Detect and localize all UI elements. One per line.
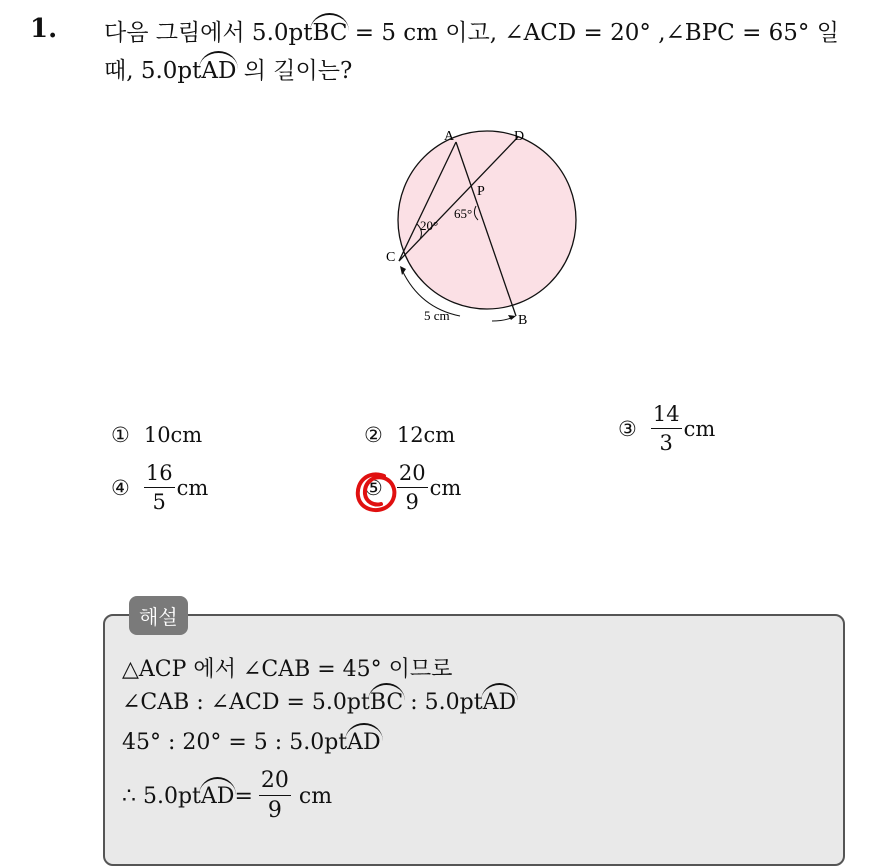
question-text: 의 길이는? [236, 58, 353, 84]
choice-number: ③ [618, 417, 637, 441]
question-line-2 [104, 52, 352, 85]
solution-text: = [234, 783, 253, 809]
question-number: 1. [30, 14, 58, 44]
arrow-head [508, 315, 516, 320]
arc-ad: AD [347, 730, 381, 755]
choice-number: ④ [111, 476, 130, 500]
solution-text: ∴ 5.0pt [122, 783, 201, 809]
denominator: 9 [405, 490, 419, 514]
question-text: 때, 5.0pt [104, 58, 202, 84]
numerator: 16 [144, 463, 175, 488]
arc-ad: AD [201, 58, 237, 84]
choice-1[interactable] [111, 423, 202, 447]
denominator: 5 [152, 490, 166, 514]
question-text: 다음 그림에서 5.0pt [104, 20, 313, 46]
fraction [144, 463, 175, 513]
arc-ad: AD [482, 690, 517, 715]
unit: cm [298, 783, 333, 809]
choice-number: ① [111, 423, 130, 447]
label-c: C [386, 250, 396, 265]
unit: cm [176, 476, 209, 500]
denominator: 9 [267, 798, 282, 823]
solution-line-2 [122, 690, 516, 715]
angle-acd-label: 20° [420, 218, 439, 233]
question-line-1 [104, 14, 839, 47]
label-b: B [518, 313, 528, 328]
label-p: P [477, 184, 485, 199]
unit: cm [429, 476, 462, 500]
choice-4[interactable] [111, 463, 208, 513]
solution-text: 45° : 20° = 5 : 5.0pt [122, 730, 348, 755]
fraction [259, 770, 291, 822]
choice-number: ② [364, 423, 383, 447]
solution-text: : 5.0pt [403, 690, 483, 715]
arrow-head [400, 266, 406, 275]
choice-3[interactable] [618, 404, 715, 454]
choice-2[interactable] [364, 423, 455, 447]
numerator: 20 [397, 463, 428, 488]
answer-circle-mark [354, 470, 400, 516]
angle-bpc-label: 65° [454, 206, 473, 221]
arc-bc: BC [369, 690, 404, 715]
solution-tag: 해설 [129, 596, 188, 635]
label-d: D [514, 129, 525, 144]
solution-line-1: △ACP 에서 ∠CAB = 45° 이므로 [122, 657, 453, 682]
numerator: 14 [651, 404, 682, 429]
denominator: 3 [659, 431, 673, 455]
fraction [397, 463, 428, 513]
circle-figure [380, 120, 590, 335]
solution-line-4 [122, 770, 332, 822]
solution-text: ∠CAB : ∠ACD = 5.0pt [122, 690, 370, 715]
choice-number: ⑤ [364, 476, 383, 500]
numerator: 20 [259, 770, 291, 796]
arc-length-label: 5 cm [424, 308, 450, 323]
unit: cm [683, 417, 716, 441]
fraction [651, 404, 682, 454]
solution-line-3 [122, 730, 381, 755]
arc-bc: BC [312, 20, 348, 46]
label-a: A [444, 129, 455, 144]
question-text: = 5 cm 이고, ∠ACD = 20° ,∠BPC = 65° 일 [347, 20, 839, 46]
choice-text: 12cm [396, 423, 456, 447]
choice-text: 10cm [143, 423, 203, 447]
arc-ad: AD [200, 783, 235, 809]
